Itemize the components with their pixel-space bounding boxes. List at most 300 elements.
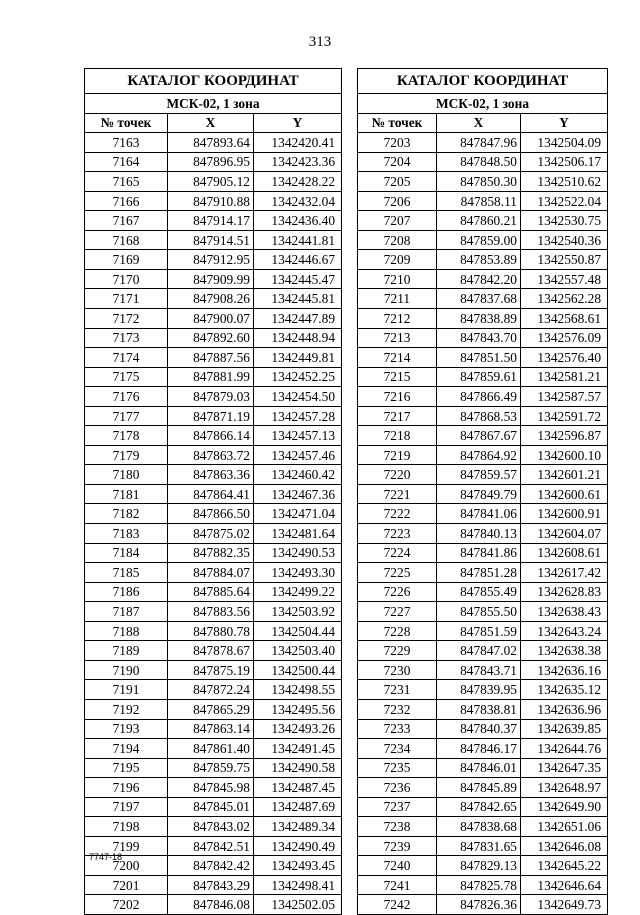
x-cell: 847853.89: [437, 250, 521, 270]
table-row: [85, 817, 342, 837]
column-header-y: Y: [254, 113, 342, 133]
point-number-cell: 7170: [85, 269, 168, 289]
table-row: [358, 211, 608, 231]
table-row: [358, 563, 608, 583]
x-cell: 847885.64: [168, 582, 254, 602]
y-cell: 1342646.64: [521, 875, 608, 895]
table-row: [358, 309, 608, 329]
table-row: [85, 563, 342, 583]
point-number-cell: 7212: [358, 309, 437, 329]
y-cell: 1342600.10: [521, 445, 608, 465]
x-cell: 847850.30: [437, 172, 521, 192]
table-row: [85, 680, 342, 700]
x-cell: 847863.36: [168, 465, 254, 485]
y-cell: 1342645.22: [521, 856, 608, 876]
y-cell: 1342500.44: [254, 660, 342, 680]
catalog-title: КАТАЛОГ КООРДИНАТ: [358, 69, 608, 94]
y-cell: 1342436.40: [254, 211, 342, 231]
point-number-cell: 7172: [85, 309, 168, 329]
table-row: [85, 211, 342, 231]
point-number-cell: 7233: [358, 719, 437, 739]
table-row: [358, 406, 608, 426]
y-cell: 1342638.38: [521, 641, 608, 661]
y-cell: 1342441.81: [254, 230, 342, 250]
table-row: [358, 797, 608, 817]
y-cell: 1342648.97: [521, 778, 608, 798]
point-number-cell: 7167: [85, 211, 168, 231]
y-cell: 1342499.22: [254, 582, 342, 602]
table-row: [85, 289, 342, 309]
point-number-cell: 7214: [358, 348, 437, 368]
point-number-cell: 7197: [85, 797, 168, 817]
table-row: [358, 739, 608, 759]
table-row: [358, 719, 608, 739]
x-cell: 847843.71: [437, 660, 521, 680]
column-header-y: Y: [521, 113, 608, 133]
column-header-x: X: [168, 113, 254, 133]
table-row: [358, 778, 608, 798]
x-cell: 847829.13: [437, 856, 521, 876]
point-number-cell: 7168: [85, 230, 168, 250]
y-cell: 1342446.67: [254, 250, 342, 270]
table-row: [85, 465, 342, 485]
x-cell: 847883.56: [168, 602, 254, 622]
table-row: [85, 133, 342, 153]
table-row: [85, 778, 342, 798]
x-cell: 847826.36: [437, 895, 521, 915]
table-row: [85, 191, 342, 211]
y-cell: 1342445.47: [254, 269, 342, 289]
table-row: [85, 250, 342, 270]
point-number-cell: 7235: [358, 758, 437, 778]
point-number-cell: 7236: [358, 778, 437, 798]
table-row: [358, 133, 608, 153]
point-number-cell: 7237: [358, 797, 437, 817]
x-cell: 847846.08: [168, 895, 254, 915]
y-cell: 1342576.09: [521, 328, 608, 348]
table-row: [85, 524, 342, 544]
x-cell: 847912.95: [168, 250, 254, 270]
x-cell: 847831.65: [437, 836, 521, 856]
table-row: [358, 836, 608, 856]
table-row: [85, 367, 342, 387]
table-row: [358, 817, 608, 837]
y-cell: 1342503.40: [254, 641, 342, 661]
point-number-cell: 7221: [358, 484, 437, 504]
y-cell: 1342562.28: [521, 289, 608, 309]
table-row: [85, 426, 342, 446]
y-cell: 1342651.06: [521, 817, 608, 837]
point-number-cell: 7226: [358, 582, 437, 602]
table-row: [358, 484, 608, 504]
point-number-cell: 7203: [358, 133, 437, 153]
catalog-subtitle: МСК-02, 1 зона: [358, 94, 608, 114]
y-cell: 1342506.17: [521, 152, 608, 172]
point-number-cell: 7171: [85, 289, 168, 309]
table-row: [85, 328, 342, 348]
point-number-cell: 7196: [85, 778, 168, 798]
x-cell: 847858.11: [437, 191, 521, 211]
point-number-cell: 7230: [358, 660, 437, 680]
point-number-cell: 7240: [358, 856, 437, 876]
table-row: [85, 582, 342, 602]
y-cell: 1342502.05: [254, 895, 342, 915]
table-row: [358, 602, 608, 622]
coordinate-catalog-left: [84, 68, 342, 915]
y-cell: 1342487.45: [254, 778, 342, 798]
x-cell: 847905.12: [168, 172, 254, 192]
coordinate-catalog-right: [357, 68, 608, 915]
point-number-cell: 7199: [85, 836, 168, 856]
x-cell: 847859.57: [437, 465, 521, 485]
x-cell: 847848.50: [437, 152, 521, 172]
x-cell: 847825.78: [437, 875, 521, 895]
x-cell: 847855.49: [437, 582, 521, 602]
y-cell: 1342490.53: [254, 543, 342, 563]
x-cell: 847893.64: [168, 133, 254, 153]
x-cell: 847842.42: [168, 856, 254, 876]
y-cell: 1342489.34: [254, 817, 342, 837]
table-row: [358, 621, 608, 641]
table-row: [85, 309, 342, 329]
x-cell: 847868.53: [437, 406, 521, 426]
x-cell: 847846.17: [437, 739, 521, 759]
catalog-rows: [358, 133, 608, 915]
x-cell: 847838.81: [437, 699, 521, 719]
table-row: [358, 191, 608, 211]
x-cell: 847872.24: [168, 680, 254, 700]
y-cell: 1342454.50: [254, 387, 342, 407]
x-cell: 847884.07: [168, 563, 254, 583]
y-cell: 1342491.45: [254, 739, 342, 759]
point-number-cell: 7180: [85, 465, 168, 485]
y-cell: 1342498.55: [254, 680, 342, 700]
x-cell: 847908.26: [168, 289, 254, 309]
y-cell: 1342504.09: [521, 133, 608, 153]
y-cell: 1342522.04: [521, 191, 608, 211]
y-cell: 1342457.28: [254, 406, 342, 426]
point-number-cell: 7198: [85, 817, 168, 837]
table-row: [358, 641, 608, 661]
column-header-x: X: [437, 113, 521, 133]
table-row: [358, 152, 608, 172]
y-cell: 1342510.62: [521, 172, 608, 192]
point-number-cell: 7181: [85, 484, 168, 504]
x-cell: 847864.41: [168, 484, 254, 504]
point-number-cell: 7189: [85, 641, 168, 661]
point-number-cell: 7182: [85, 504, 168, 524]
point-number-cell: 7224: [358, 543, 437, 563]
y-cell: 1342568.61: [521, 309, 608, 329]
table-row: [85, 406, 342, 426]
y-cell: 1342498.41: [254, 875, 342, 895]
table-row: [358, 680, 608, 700]
x-cell: 847882.35: [168, 543, 254, 563]
point-number-cell: 7211: [358, 289, 437, 309]
y-cell: 1342457.13: [254, 426, 342, 446]
point-number-cell: 7227: [358, 602, 437, 622]
point-number-cell: 7219: [358, 445, 437, 465]
x-cell: 847861.40: [168, 739, 254, 759]
y-cell: 1342530.75: [521, 211, 608, 231]
point-number-cell: 7187: [85, 602, 168, 622]
point-number-cell: 7209: [358, 250, 437, 270]
x-cell: 847843.70: [437, 328, 521, 348]
table-row: [85, 504, 342, 524]
y-cell: 1342540.36: [521, 230, 608, 250]
y-cell: 1342600.61: [521, 484, 608, 504]
y-cell: 1342639.85: [521, 719, 608, 739]
point-number-cell: 7188: [85, 621, 168, 641]
point-number-cell: 7178: [85, 426, 168, 446]
y-cell: 1342550.87: [521, 250, 608, 270]
y-cell: 1342457.46: [254, 445, 342, 465]
x-cell: 847847.02: [437, 641, 521, 661]
x-cell: 847845.98: [168, 778, 254, 798]
table-row: [85, 445, 342, 465]
table-row: [358, 582, 608, 602]
y-cell: 1342493.45: [254, 856, 342, 876]
point-number-cell: 7222: [358, 504, 437, 524]
point-number-cell: 7218: [358, 426, 437, 446]
x-cell: 847843.02: [168, 817, 254, 837]
point-number-cell: 7184: [85, 543, 168, 563]
point-number-cell: 7223: [358, 524, 437, 544]
y-cell: 1342644.76: [521, 739, 608, 759]
point-number-cell: 7220: [358, 465, 437, 485]
y-cell: 1342423.36: [254, 152, 342, 172]
table-row: [358, 328, 608, 348]
y-cell: 1342591.72: [521, 406, 608, 426]
y-cell: 1342493.30: [254, 563, 342, 583]
y-cell: 1342628.83: [521, 582, 608, 602]
y-cell: 1342449.81: [254, 348, 342, 368]
x-cell: 847910.88: [168, 191, 254, 211]
y-cell: 1342481.64: [254, 524, 342, 544]
x-cell: 847842.20: [437, 269, 521, 289]
point-number-cell: 7191: [85, 680, 168, 700]
point-number-cell: 7239: [358, 836, 437, 856]
y-cell: 1342493.26: [254, 719, 342, 739]
point-number-cell: 7200: [85, 856, 168, 876]
y-cell: 1342636.16: [521, 660, 608, 680]
x-cell: 847840.37: [437, 719, 521, 739]
y-cell: 1342649.73: [521, 895, 608, 915]
x-cell: 847900.07: [168, 309, 254, 329]
table-row: [358, 660, 608, 680]
point-number-cell: 7228: [358, 621, 437, 641]
x-cell: 847837.68: [437, 289, 521, 309]
point-number-cell: 7210: [358, 269, 437, 289]
y-cell: 1342647.35: [521, 758, 608, 778]
x-cell: 847914.17: [168, 211, 254, 231]
x-cell: 847865.29: [168, 699, 254, 719]
point-number-cell: 7232: [358, 699, 437, 719]
point-number-cell: 7192: [85, 699, 168, 719]
point-number-cell: 7193: [85, 719, 168, 739]
x-cell: 847843.29: [168, 875, 254, 895]
table-row: [85, 856, 342, 876]
x-cell: 847881.99: [168, 367, 254, 387]
y-cell: 1342460.42: [254, 465, 342, 485]
y-cell: 1342596.87: [521, 426, 608, 446]
y-cell: 1342635.12: [521, 680, 608, 700]
table-row: [85, 172, 342, 192]
point-number-cell: 7173: [85, 328, 168, 348]
table-row: [85, 621, 342, 641]
point-number-cell: 7183: [85, 524, 168, 544]
point-number-cell: 7202: [85, 895, 168, 915]
table-row: [358, 426, 608, 446]
x-cell: 847841.06: [437, 504, 521, 524]
table-row: [358, 504, 608, 524]
table-row: [358, 289, 608, 309]
point-number-cell: 7208: [358, 230, 437, 250]
x-cell: 847887.56: [168, 348, 254, 368]
y-cell: 1342649.90: [521, 797, 608, 817]
point-number-cell: 7225: [358, 563, 437, 583]
y-cell: 1342604.07: [521, 524, 608, 544]
table-row: [358, 758, 608, 778]
table-row: [85, 348, 342, 368]
point-number-cell: 7206: [358, 191, 437, 211]
table-row: [85, 875, 342, 895]
y-cell: 1342495.56: [254, 699, 342, 719]
table-row: [85, 836, 342, 856]
page-number: 313: [308, 34, 332, 50]
x-cell: 847871.19: [168, 406, 254, 426]
point-number-cell: 7177: [85, 406, 168, 426]
y-cell: 1342643.24: [521, 621, 608, 641]
point-number-cell: 7207: [358, 211, 437, 231]
y-cell: 1342587.57: [521, 387, 608, 407]
table-row: [85, 758, 342, 778]
x-cell: 847859.75: [168, 758, 254, 778]
x-cell: 847842.51: [168, 836, 254, 856]
point-number-cell: 7169: [85, 250, 168, 270]
x-cell: 847842.65: [437, 797, 521, 817]
point-number-cell: 7204: [358, 152, 437, 172]
table-row: [358, 172, 608, 192]
point-number-cell: 7234: [358, 739, 437, 759]
y-cell: 1342448.94: [254, 328, 342, 348]
y-cell: 1342581.21: [521, 367, 608, 387]
table-row: [85, 152, 342, 172]
x-cell: 847866.49: [437, 387, 521, 407]
table-row: [358, 699, 608, 719]
x-cell: 847864.92: [437, 445, 521, 465]
y-cell: 1342617.42: [521, 563, 608, 583]
table-row: [85, 797, 342, 817]
table-row: [85, 641, 342, 661]
point-number-cell: 7213: [358, 328, 437, 348]
table-row: [85, 543, 342, 563]
y-cell: 1342576.40: [521, 348, 608, 368]
x-cell: 847879.03: [168, 387, 254, 407]
table-row: [358, 387, 608, 407]
table-row: [85, 387, 342, 407]
point-number-cell: 7242: [358, 895, 437, 915]
catalog-title: КАТАЛОГ КООРДИНАТ: [85, 69, 342, 94]
x-cell: 847845.89: [437, 778, 521, 798]
table-row: [358, 856, 608, 876]
catalog-subtitle: МСК-02, 1 зона: [85, 94, 342, 114]
x-cell: 847845.01: [168, 797, 254, 817]
point-number-cell: 7185: [85, 563, 168, 583]
point-number-cell: 7179: [85, 445, 168, 465]
x-cell: 847851.28: [437, 563, 521, 583]
point-number-cell: 7165: [85, 172, 168, 192]
y-cell: 1342490.49: [254, 836, 342, 856]
point-number-cell: 7166: [85, 191, 168, 211]
y-cell: 1342487.69: [254, 797, 342, 817]
table-row: [85, 739, 342, 759]
point-number-cell: 7186: [85, 582, 168, 602]
x-cell: 847880.78: [168, 621, 254, 641]
y-cell: 1342432.04: [254, 191, 342, 211]
x-cell: 847839.95: [437, 680, 521, 700]
table-row: [358, 230, 608, 250]
point-number-cell: 7176: [85, 387, 168, 407]
x-cell: 847838.68: [437, 817, 521, 837]
point-number-cell: 7201: [85, 875, 168, 895]
x-cell: 847863.14: [168, 719, 254, 739]
point-number-cell: 7241: [358, 875, 437, 895]
table-row: [358, 348, 608, 368]
table-row: [85, 269, 342, 289]
y-cell: 1342490.58: [254, 758, 342, 778]
x-cell: 847846.01: [437, 758, 521, 778]
y-cell: 1342471.04: [254, 504, 342, 524]
table-row: [358, 445, 608, 465]
table-row: [85, 660, 342, 680]
table-row: [85, 602, 342, 622]
column-header-point-number: № точек: [85, 113, 168, 133]
point-number-cell: 7238: [358, 817, 437, 837]
y-cell: 1342467.36: [254, 484, 342, 504]
table-row: [358, 367, 608, 387]
x-cell: 847909.99: [168, 269, 254, 289]
x-cell: 847855.50: [437, 602, 521, 622]
x-cell: 847914.51: [168, 230, 254, 250]
y-cell: 1342420.41: [254, 133, 342, 153]
table-row: [85, 699, 342, 719]
document-code: 7747-18: [89, 852, 123, 862]
point-number-cell: 7164: [85, 152, 168, 172]
point-number-cell: 7194: [85, 739, 168, 759]
table-row: [358, 543, 608, 563]
table-row: [358, 465, 608, 485]
y-cell: 1342638.43: [521, 602, 608, 622]
y-cell: 1342428.22: [254, 172, 342, 192]
x-cell: 847878.67: [168, 641, 254, 661]
y-cell: 1342452.25: [254, 367, 342, 387]
x-cell: 847851.50: [437, 348, 521, 368]
x-cell: 847860.21: [437, 211, 521, 231]
point-number-cell: 7205: [358, 172, 437, 192]
x-cell: 847866.14: [168, 426, 254, 446]
point-number-cell: 7216: [358, 387, 437, 407]
x-cell: 847875.02: [168, 524, 254, 544]
y-cell: 1342557.48: [521, 269, 608, 289]
point-number-cell: 7231: [358, 680, 437, 700]
x-cell: 847867.67: [437, 426, 521, 446]
point-number-cell: 7195: [85, 758, 168, 778]
table-row: [358, 875, 608, 895]
table-row: [358, 269, 608, 289]
y-cell: 1342636.96: [521, 699, 608, 719]
x-cell: 847896.95: [168, 152, 254, 172]
